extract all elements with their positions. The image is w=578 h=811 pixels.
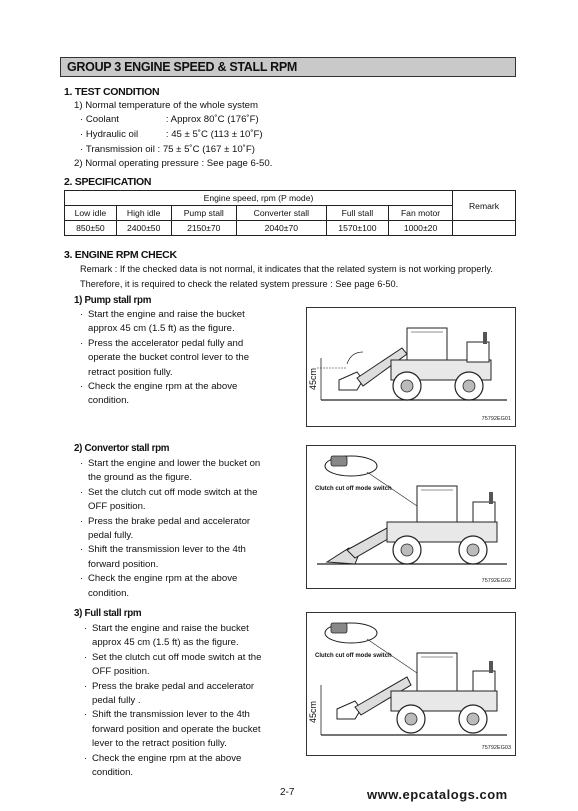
val-converter-stall: 2040±70 — [236, 221, 326, 236]
full-step-3b: pedal fully . — [92, 695, 141, 707]
watermark: www.epcatalogs.com — [367, 787, 508, 802]
wheel-loader-full-stall-icon — [307, 613, 515, 755]
full-step-4b: forward position and operate the bucket — [92, 723, 261, 735]
conv-switch-label: Clutch cut off mode switch — [315, 486, 392, 492]
pump-stall-title: 1) Pump stall rpm — [74, 295, 152, 306]
hydraulic-value: : 45 ± 5˚C (113 ± 10˚F) — [165, 129, 263, 140]
full-step-5b: condition. — [92, 767, 134, 779]
conv-step-2a: Set the clutch cut off mode switch at the — [88, 486, 258, 498]
convertor-stall-figure — [306, 445, 516, 589]
specification-heading: 2. SPECIFICATION — [64, 176, 152, 188]
transmission-text: Transmission oil : 75 ± 5˚C (167 ± 10˚F) — [85, 144, 255, 155]
wheel-loader-raised-icon — [307, 308, 515, 426]
remark-line-2: Therefore, it is required to check the related system pressure : See page 6-50. — [80, 279, 399, 289]
wheel-loader-lowered-icon — [307, 446, 515, 588]
col-low-idle: Low idle — [65, 206, 117, 221]
full-step-2a: Set the clutch cut off mode switch at the — [92, 651, 262, 663]
full-figure-code: 75792EG03 — [481, 745, 511, 751]
page-number: 2-7 — [280, 787, 295, 798]
test-condition-heading: 1. TEST CONDITION — [64, 86, 160, 98]
full-step-2b: OFF position. — [92, 666, 150, 678]
col-converter-stall: Converter stall — [236, 206, 326, 221]
pump-step-2b: operate the bucket control lever to the — [88, 352, 250, 364]
engine-speed-header: Engine speed, rpm (P mode) — [65, 191, 453, 206]
convertor-stall-steps: · Start the engine and lower the bucket on the ground as the figure. · Set the clutch cut off mode switch at the OFF position. · Press the brake pedal and accelerator pedal fully. · Shift the transmission lever to the 4th forward position. · Check the engine rpm at the above condition. — [80, 457, 304, 601]
full-height-label: 45cm — [308, 700, 318, 723]
pump-step-3b: condition. — [88, 395, 130, 407]
col-pump-stall: Pump stall — [171, 206, 236, 221]
remark-header: Remark — [453, 191, 516, 221]
full-step-5a: Check the engine rpm at the above — [92, 752, 242, 764]
full-step-4c: lever to the retract position fully. — [92, 738, 227, 750]
pump-figure-code: 75792EG01 — [481, 416, 511, 422]
coolant-row: · Coolant : Approx 80˚C (176˚F) — [80, 114, 259, 125]
col-full-stall: Full stall — [326, 206, 388, 221]
remark-line-1: Remark : If the checked data is not normal, it indicates that the related system is not working properly. — [80, 264, 493, 274]
hydraulic-row: · Hydraulic oil : 45 ± 5˚C (113 ± 10˚F) — [80, 129, 263, 140]
col-high-idle: High idle — [116, 206, 171, 221]
full-switch-label: Clutch cut off mode switch — [315, 653, 392, 659]
full-step-1b: approx 45 cm (1.5 ft) as the figure. — [92, 637, 239, 649]
full-step-3a: Press the brake pedal and accelerator — [92, 680, 255, 692]
pump-stall-steps: · Start the engine and raise the bucket approx 45 cm (1.5 ft) as the figure. · Press the accelerator pedal fully and operate the bucket control lever to the retract position fully. · Check the engine rpm at the above condition. — [80, 308, 304, 409]
conv-step-4a: Shift the transmission lever to the 4th — [88, 544, 246, 556]
conv-step-2b: OFF position. — [88, 501, 146, 513]
conv-figure-code: 75792EG02 — [481, 578, 511, 584]
full-step-1a: Start the engine and raise the bucket — [92, 623, 249, 634]
pressure-line: 2) Normal operating pressure : See page 6-50. — [74, 158, 273, 169]
coolant-label: Coolant — [85, 114, 119, 125]
full-stall-title: 3) Full stall rpm — [74, 608, 142, 619]
col-fan-motor: Fan motor — [389, 206, 453, 221]
conv-step-5a: Check the engine rpm at the above — [88, 573, 238, 585]
conv-step-1b: the ground as the figure. — [88, 472, 193, 484]
coolant-value: : Approx 80˚C (176˚F) — [165, 114, 259, 125]
full-stall-figure — [306, 612, 516, 756]
spec-table — [64, 190, 516, 236]
pump-step-2a: Press the accelerator pedal fully and — [88, 337, 244, 349]
transmission-row: · Transmission oil : 75 ± 5˚C (167 ± 10˚F) — [80, 144, 255, 155]
pump-step-3a: Check the engine rpm at the above — [88, 381, 238, 393]
conv-step-3a: Press the brake pedal and accelerator — [88, 515, 251, 527]
conv-step-1a: Start the engine and lower the bucket on — [88, 458, 261, 469]
val-full-stall: 1570±100 — [326, 221, 388, 236]
full-stall-steps: · Start the engine and raise the bucket approx 45 cm (1.5 ft) as the figure. · Set the clutch cut off mode switch at the OFF position. · Press the brake pedal and accelerator pedal fully . · Shift the transmission lever to the 4th forward position and operate the bucket lever to the retract position fully. · Check the engine rpm at the above condition. — [84, 622, 304, 780]
full-step-4a: Shift the transmission lever to the 4th — [92, 709, 250, 721]
group-title: GROUP 3 ENGINE SPEED & STALL RPM — [60, 57, 516, 77]
pump-height-label: 45cm — [308, 367, 318, 390]
val-low-idle: 850±50 — [65, 221, 117, 236]
convertor-stall-title: 2) Convertor stall rpm — [74, 443, 170, 454]
conv-step-4b: forward position. — [88, 558, 159, 570]
conv-step-3b: pedal fully. — [88, 530, 134, 542]
rpm-check-heading: 3. ENGINE RPM CHECK — [64, 249, 177, 261]
normal-temp-line: 1) Normal temperature of the whole system — [74, 100, 258, 111]
val-fan-motor: 1000±20 — [389, 221, 453, 236]
hydraulic-label: Hydraulic oil — [85, 129, 139, 140]
val-high-idle: 2400±50 — [116, 221, 171, 236]
val-pump-stall: 2150±70 — [171, 221, 236, 236]
pump-stall-figure — [306, 307, 516, 427]
conv-step-5b: condition. — [88, 587, 130, 599]
pump-step-1b: approx 45 cm (1.5 ft) as the figure. — [88, 323, 235, 335]
pump-step-2c: retract position fully. — [88, 366, 173, 378]
val-remark — [453, 221, 516, 236]
pump-step-1a: Start the engine and raise the bucket — [88, 309, 245, 320]
